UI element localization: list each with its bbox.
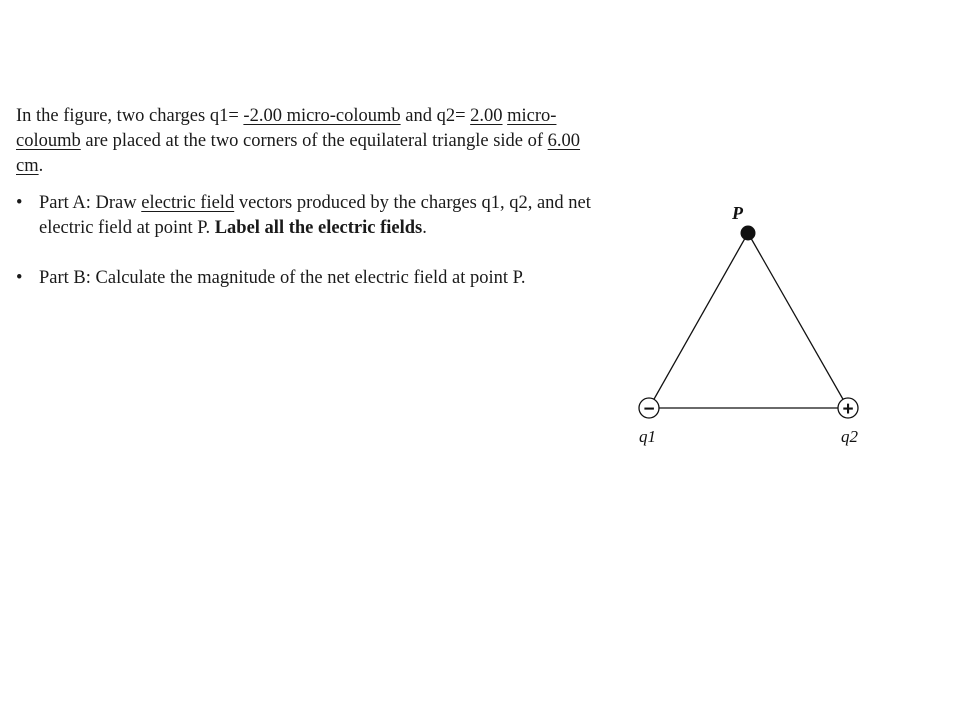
q1-label: q1	[639, 427, 656, 446]
bullet-icon: •	[16, 193, 23, 213]
bullet-icon: •	[16, 268, 23, 288]
point-p-marker	[741, 226, 756, 241]
triangle-side-left	[649, 233, 748, 408]
q2-label: q2	[841, 427, 858, 446]
q1-sign: −	[643, 399, 655, 420]
q1-value: -2.00 micro-coloumb	[243, 106, 401, 126]
point-p-label: P	[732, 203, 743, 223]
q2-sign: +	[842, 399, 854, 420]
electric-field-term: electric field	[141, 193, 235, 213]
problem-statement	[16, 104, 596, 316]
label-instruction: Label all the electric fields	[214, 218, 423, 238]
task-list	[16, 191, 596, 291]
triangle-side-right	[748, 233, 848, 408]
triangle-figure	[600, 190, 890, 460]
q2-value: 2.00	[470, 106, 503, 126]
part-a-item: • Part A: Draw electric field vectors produced by the charges q1, q2, and net electric field at point P. Label all the electric fields.	[16, 193, 591, 238]
q2-unit: micro-coloumb	[16, 106, 557, 151]
problem-intro: In the figure, two charges q1= -2.00 micro-coloumb and q2= 2.00 micro-coloumb are placed at the two corners of the equilateral triangle side of 6.00 cm.	[16, 106, 581, 176]
part-b-item: • Part B: Calculate the magnitude of the net electric field at point P.	[16, 266, 596, 291]
side-length-value: 6.00 cm	[16, 131, 581, 176]
